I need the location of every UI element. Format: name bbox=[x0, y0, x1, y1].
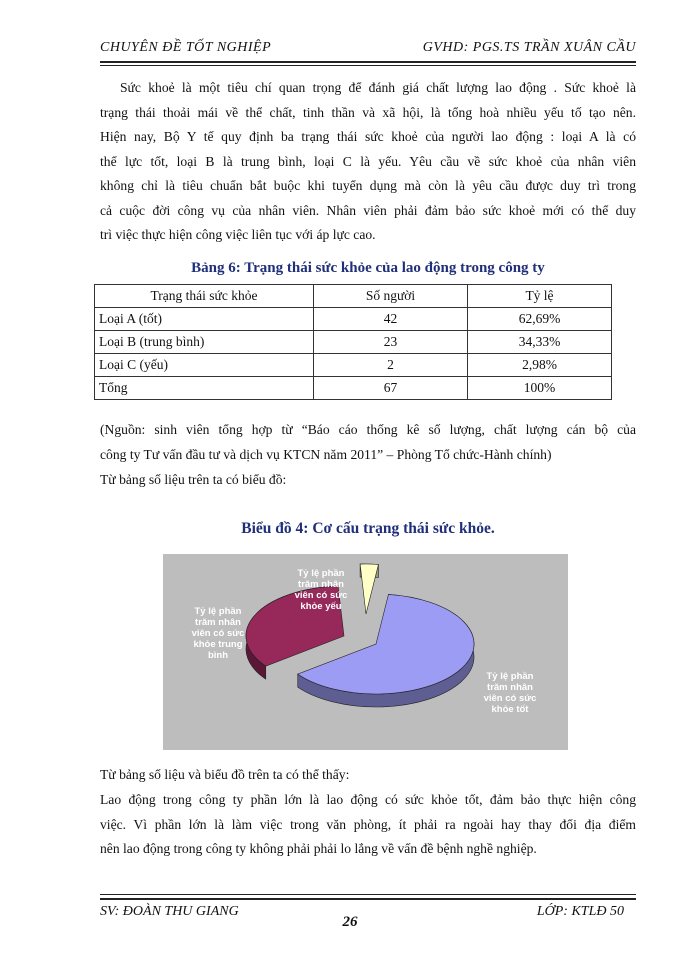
conclusion-line: nên lao động trong công ty không phải phải lo lắng về vấn đề bệnh nghề nghiệp. bbox=[100, 841, 537, 856]
conclusion-line: việc. Vì phần lớn là làm việc trong văn phòng, ít phải ra ngoài hay thay đổi địa điểm bbox=[100, 816, 636, 832]
intro-paragraph bbox=[100, 76, 636, 248]
table-cell: 34,33% bbox=[468, 331, 612, 354]
intro-line: Sức khoẻ là một tiêu chí quan trọng để đánh giá chất lượng lao động . Sức khoẻ là bbox=[120, 80, 636, 95]
conclusion-line: Lao động trong công ty phần lớn là lao động có sức khỏe tốt, đảm bảo thực hiện công bbox=[100, 792, 636, 807]
source-note bbox=[100, 418, 636, 467]
header-rule-thin bbox=[100, 65, 636, 66]
table-cell: 67 bbox=[314, 377, 468, 400]
pie-chart-svg bbox=[163, 554, 568, 750]
conclusion-paragraph bbox=[100, 788, 636, 862]
table-header-cell: Số người bbox=[314, 285, 468, 308]
source-line: công ty Tư vấn đầu tư và dịch vụ KTCN năm 2011” – Phòng Tổ chức-Hành chính) bbox=[100, 446, 552, 462]
pie-label-c bbox=[295, 568, 348, 612]
header-rule bbox=[100, 61, 636, 63]
lead-in-text: Từ bảng số liệu trên ta có biểu đồ: bbox=[100, 472, 287, 487]
intro-line: cả cuộc đời công vụ của nhân viên. Nhân viên phải đảm bảo sức khoẻ mới có thể duy bbox=[100, 202, 636, 218]
pie-label-line: khỏe yếu bbox=[300, 601, 342, 612]
pie-label-line: viên có sức bbox=[191, 628, 245, 639]
pie-label-b bbox=[192, 606, 245, 661]
pie-label-line: Tỷ lệ phần bbox=[194, 606, 242, 617]
table-row bbox=[95, 354, 612, 377]
table-cell: 2 bbox=[314, 354, 468, 377]
pie-label-line: bình bbox=[207, 650, 229, 661]
table-title: Bảng 6: Trạng thái sức khỏe của lao động trong công ty bbox=[191, 260, 545, 276]
header-right: GVHD: PGS.TS TRẦN XUÂN CẦU bbox=[422, 40, 636, 55]
table-cell: Loại B (trung bình) bbox=[95, 331, 314, 354]
footer-right: LỚP: KTLĐ 50 bbox=[536, 904, 624, 919]
page-number: 26 bbox=[342, 914, 358, 930]
table-cell: 100% bbox=[468, 377, 612, 400]
pie-slice-c bbox=[360, 564, 378, 614]
intro-line: trạng thái thoải mái về thể chất, tinh thần và xã hội, là tổng hoà nhiều yếu tố tạo nên. bbox=[100, 104, 636, 120]
table-cell: Loại A (tốt) bbox=[95, 308, 314, 331]
intro-line: trì việc thực hiện công việc liên tục với áp lực cao. bbox=[100, 227, 376, 242]
intro-line: Hiện nay, Bộ Y tế quy định ba trạng thái sức khoẻ của người lao động : loại A là có bbox=[100, 129, 636, 144]
table-header-cell: Trạng thái sức khỏe bbox=[95, 285, 314, 308]
conclusion-lead bbox=[100, 763, 636, 788]
intro-line: không chỉ là tiêu chuẩn bắt buộc khi tuyển dụng mà còn là yêu cầu được duy trì trong bbox=[100, 178, 636, 193]
conclusion-lead-text: Từ bảng số liệu và biểu đồ trên ta có thể thấy: bbox=[100, 767, 350, 782]
source-line: (Nguồn: sinh viên tổng hợp từ “Báo cáo thống kê số lượng, chất lượng cán bộ của bbox=[100, 422, 636, 437]
header-left: CHUYÊN ĐỀ TỐT NGHIỆP bbox=[100, 40, 272, 55]
table-cell: 2,98% bbox=[468, 354, 612, 377]
pie-label-a bbox=[484, 671, 537, 715]
pie-label-line: viên có sức bbox=[483, 693, 537, 704]
chart-lead-in bbox=[100, 468, 636, 493]
pie-label-line: Tỷ lệ phần bbox=[297, 568, 345, 579]
table-cell: 42 bbox=[314, 308, 468, 331]
table-row bbox=[95, 308, 612, 331]
pie-slice-top bbox=[360, 564, 378, 614]
pie-label-line: khỏe trung bbox=[193, 639, 243, 650]
pie-label-line: trăm nhân bbox=[195, 617, 241, 628]
chart-title: Biểu đồ 4: Cơ cấu trạng thái sức khỏe. bbox=[241, 520, 495, 537]
pie-label-line: trăm nhân bbox=[298, 579, 344, 590]
table-cell: 62,69% bbox=[468, 308, 612, 331]
pie-label-line: Tỷ lệ phần bbox=[486, 671, 534, 682]
intro-line: thể lực tốt, loại B là trung bình, loại C là yếu. Yêu cầu về sức khoẻ của nhân viên bbox=[100, 153, 636, 169]
table-header-row bbox=[95, 285, 612, 308]
table-header-cell: Tỷ lệ bbox=[468, 285, 612, 308]
table-row bbox=[95, 331, 612, 354]
health-status-table bbox=[94, 284, 612, 400]
pie-label-line: viên có sức bbox=[294, 590, 348, 601]
pie-label-line: khỏe tốt bbox=[491, 704, 529, 715]
footer-rule bbox=[100, 898, 636, 900]
pie-chart bbox=[163, 554, 568, 750]
table-cell: Tổng bbox=[95, 377, 314, 400]
table-cell: 23 bbox=[314, 331, 468, 354]
table-row bbox=[95, 377, 612, 400]
pie-label-line: trăm nhân bbox=[487, 682, 533, 693]
footer-rule-thin bbox=[100, 894, 636, 895]
footer-left: SV: ĐOÀN THU GIANG bbox=[100, 904, 239, 919]
table-cell: Loại C (yếu) bbox=[95, 354, 314, 377]
